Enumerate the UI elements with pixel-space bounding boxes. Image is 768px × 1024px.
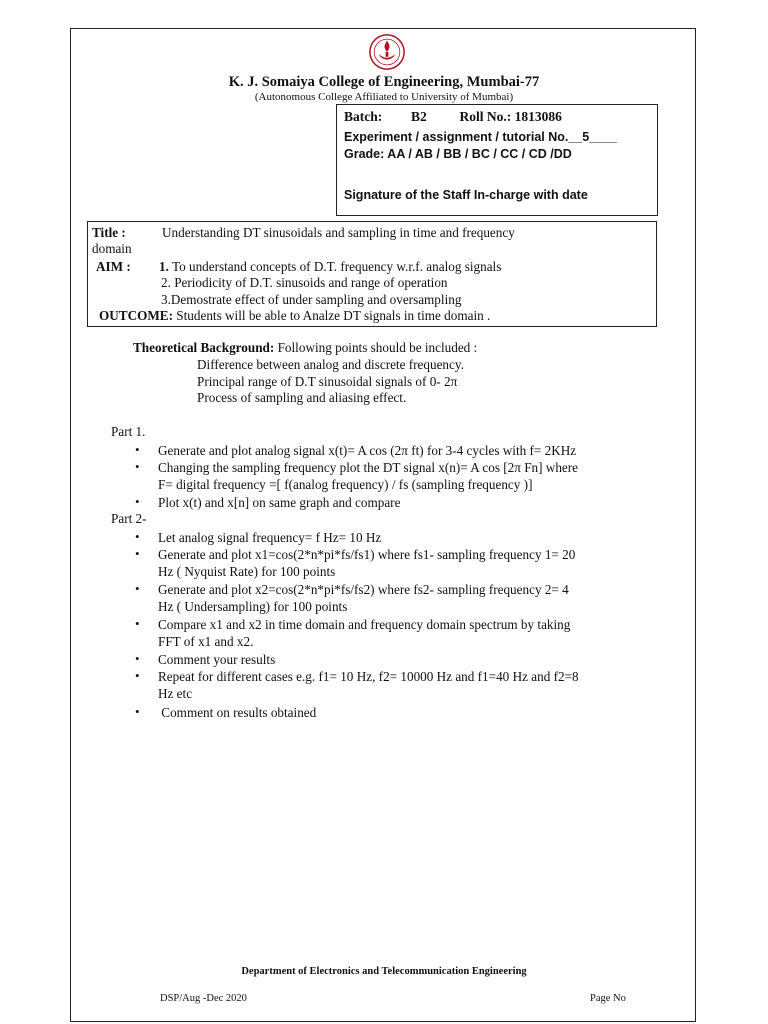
footer-page-number: Page No: [590, 993, 626, 1004]
part2-item: [158, 546, 575, 580]
part2-item: [158, 581, 569, 615]
aim-item-1: [159, 259, 501, 275]
bullet-dot-icon: •: [135, 668, 140, 683]
item-line: Hz ( Nyquist Rate) for 100 points: [158, 564, 336, 579]
title-box: [87, 221, 657, 327]
aim-item-2: 2. Periodicity of D.T. sinusoids and range of operation: [161, 275, 448, 290]
part1-item: [158, 459, 578, 493]
batch-info-box: [336, 104, 658, 216]
part1-heading: Part 1.: [111, 424, 146, 439]
grade-options: Grade: AA / AB / BB / BC / CC / CD /DD: [344, 147, 572, 161]
aim-label: AIM :: [96, 259, 131, 274]
outcome-text: Students will be able to Analze DT signals in time domain .: [176, 308, 491, 323]
item-line: Repeat for different cases e.g. f1= 10 Hz, f2= 10000 Hz and f1=40 Hz and f2=8: [158, 669, 579, 684]
part2-item: [158, 651, 275, 668]
item-line: Generate and plot x2=cos(2*n*pi*fs/fs2) where fs2- sampling frequency 2= 4: [158, 582, 569, 597]
batch-value: B2: [411, 109, 427, 124]
bullet-dot-icon: •: [135, 704, 140, 719]
staff-signature-label: Signature of the Staff In-charge with date: [344, 188, 588, 202]
item-line: Comment your results: [158, 652, 276, 667]
item-line: Generate and plot x1=cos(2*n*pi*fs/fs1) where fs1- sampling frequency 1= 20: [158, 547, 576, 562]
outcome-line: [99, 308, 490, 324]
item-line: Hz ( Undersampling) for 100 points: [158, 599, 348, 614]
title-text: Understanding DT sinusoidals and sampling in time and frequency: [162, 225, 515, 240]
item-line: Comment on results obtained: [158, 705, 317, 720]
bullet-dot-icon: •: [135, 494, 140, 509]
bullet-dot-icon: •: [135, 459, 140, 474]
college-logo-icon: [368, 33, 406, 71]
part1-item: [158, 442, 576, 459]
item-line: Plot x(t) and x[n] on same graph and compare: [158, 495, 401, 510]
outcome-label: OUTCOME:: [99, 308, 173, 323]
item-line: Hz etc: [158, 686, 193, 701]
part2-item: [158, 529, 381, 546]
part1-item: [158, 494, 400, 511]
bullet-dot-icon: •: [135, 651, 140, 666]
college-name: K. J. Somaiya College of Engineering, Mumbai-77: [228, 74, 540, 90]
bullet-dot-icon: •: [135, 616, 140, 631]
item-line: FFT of x1 and x2.: [158, 634, 254, 649]
footer-department: Department of Electronics and Telecommunication Engineering: [241, 966, 527, 977]
part2-item: [158, 668, 579, 702]
item-line: Let analog signal frequency= f Hz= 10 Hz: [158, 530, 382, 545]
bullet-dot-icon: •: [135, 546, 140, 561]
item-line: Generate and plot analog signal x(t)= A cos (2π ft) for 3-4 cycles with f= 2KHz: [158, 443, 577, 458]
background-intro: Following points should be included :: [277, 340, 478, 355]
item-line: Changing the sampling frequency plot the DT signal x(n)= A cos [2π Fn] where: [158, 460, 579, 475]
part2-item: [158, 616, 570, 650]
background-point: Principal range of D.T sinusoidal signals of 0- 2π: [197, 374, 458, 389]
aim-item-3: 3.Demostrate effect of under sampling and oversampling: [161, 292, 462, 307]
background-label: Theoretical Background:: [133, 340, 275, 355]
title-label: Title :: [92, 225, 126, 240]
batch-roll-line: [344, 109, 562, 125]
background-point: Process of sampling and aliasing effect.: [197, 390, 407, 405]
roll-label: Roll No.:: [459, 109, 512, 124]
college-affiliation: (Autonomous College Affiliated to University of Mumbai): [254, 91, 514, 103]
aim-item-1-number: 1.: [159, 259, 169, 274]
part2-heading: Part 2-: [111, 511, 147, 526]
aim-item-1-text: To understand concepts of D.T. frequency w.r.f. analog signals: [171, 259, 502, 274]
bullet-dot-icon: •: [135, 529, 140, 544]
batch-label: Batch:: [344, 109, 383, 124]
item-line: F= digital frequency =[ f(analog frequency) / fs (sampling frequency )]: [158, 477, 533, 492]
experiment-number: Experiment / assignment / tutorial No.__5____: [344, 130, 618, 144]
roll-value: 1813086: [514, 109, 562, 124]
background-point: Difference between analog and discrete frequency.: [197, 357, 464, 372]
footer-course: DSP/Aug -Dec 2020: [160, 993, 247, 1004]
bullet-dot-icon: •: [135, 442, 140, 457]
theoretical-background: [133, 340, 477, 356]
part2-item: [158, 704, 316, 721]
item-line: Compare x1 and x2 in time domain and frequency domain spectrum by taking: [158, 617, 571, 632]
bullet-dot-icon: •: [135, 581, 140, 596]
title-text-continued: domain: [92, 241, 132, 256]
